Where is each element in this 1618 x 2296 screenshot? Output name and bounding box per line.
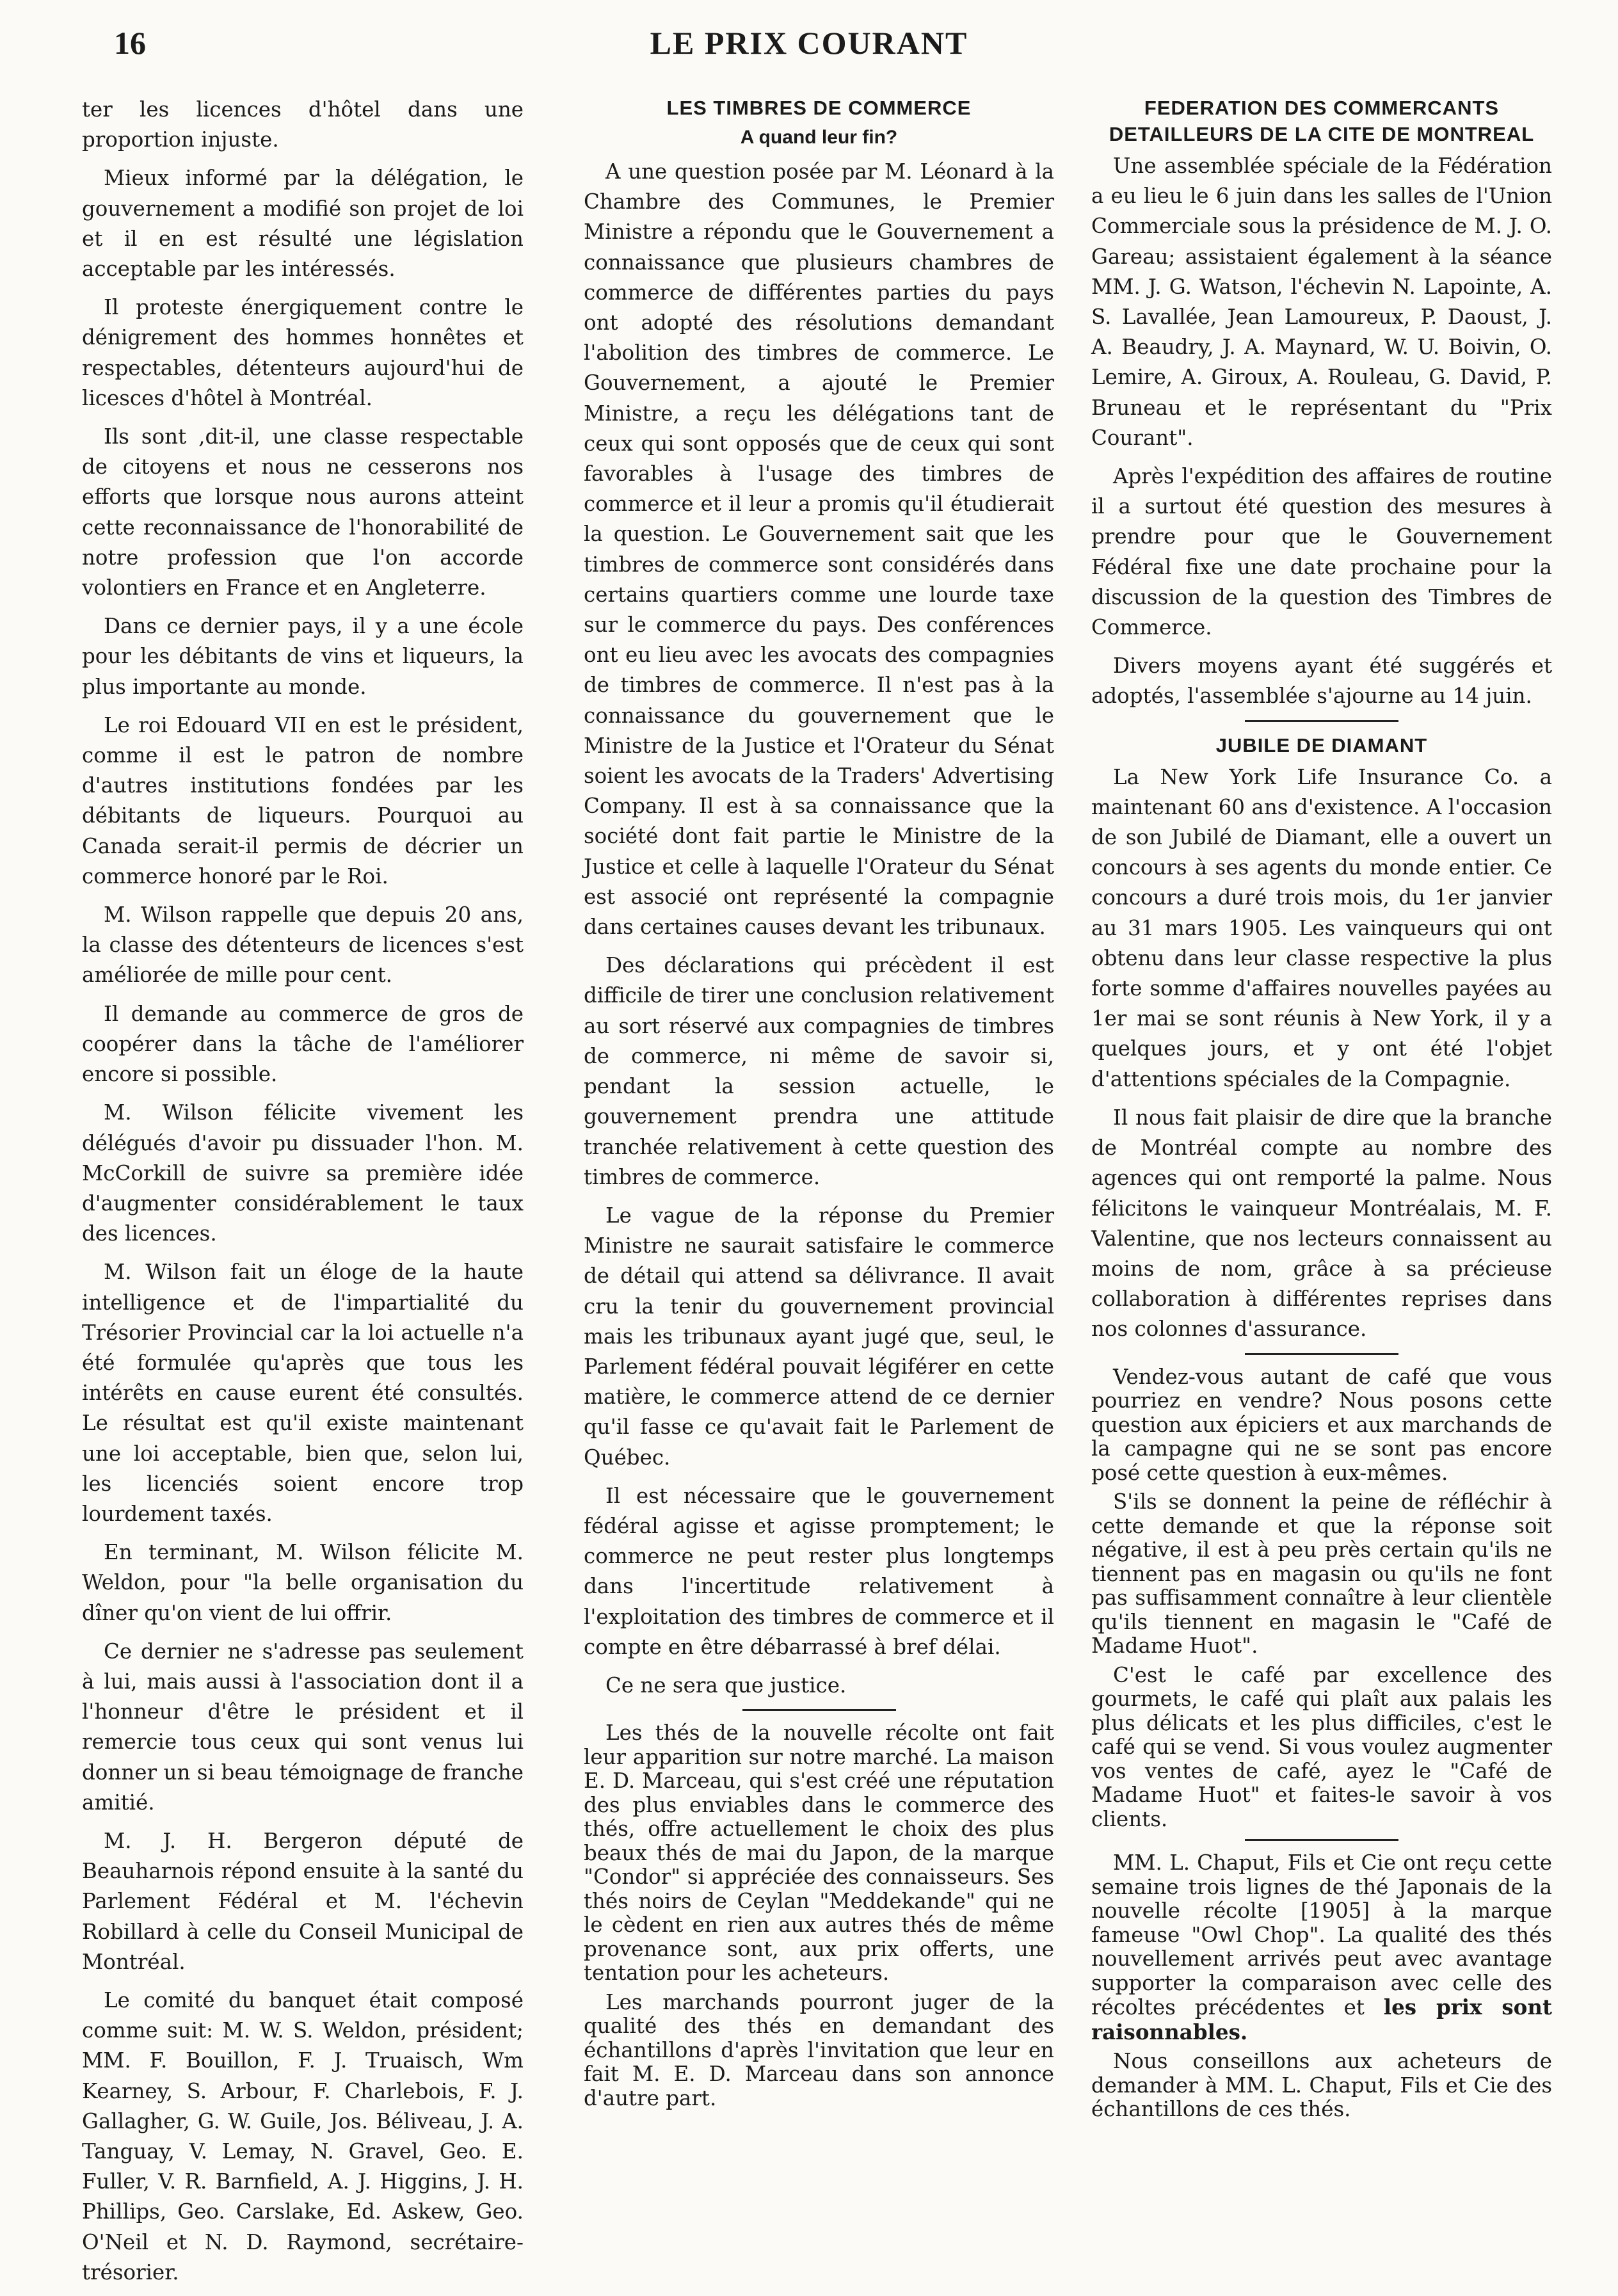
paragraph: Ils sont ,dit-il, une classe respectable de citoyens et nous ne cesserons nos efforts que lorsque nous aurons atteint cette reconnaissance de l'honorabilité de notre profession que l'on accorde volontiers en France et en Angleterre.: [82, 424, 524, 600]
paragraph: A une question posée par M. Léonard à la Chambre des Communes, le Premier Ministre a répondu que le Gouvernement a connaissance que plusieurs chambres de commerce de différentes parties du pays ont adopté des résolutions demandant l'abolition des timbres de commerce. Le Gouvernement, a ajouté le Premier Ministre, a reçu les délégations tant de ceux qui sont opposés que de ceux qui sont favorables à l'usage des timbres de commerce et il leur a promis qu'il étudierait la question. Le Gouvernement sait que les timbres de commerce sont considérés dans certains quartiers comme une lourde taxe sur le commerce du pays. Des conférences ont eu lieu avec les avocats des compagnies de timbres de commerce. Il n'est pas à la connaissance du gouvernement que le Ministre de la Justice et l'Orateur du Sénat soient les avocats de la Traders' Advertising Company. Il est à sa connaissance que la société dont fait partie le Ministre de la Justice et celle à laquelle l'Orateur du Sénat est associé ont représenté la compagnie dans certaines causes devant les tribunaux.: [584, 159, 1054, 940]
paragraph: M. Wilson félicite vivement les délégués d'avoir pu dissuader l'hon. M. McCorkill de suivre sa première idée d'augmenter considérablement le taux des licences.: [82, 1100, 524, 1246]
paragraph: Des déclarations qui précèdent il est difficile de tirer une conclusion relativement au sort réservé aux compagnies de timbres de commerce, ni même de savoir si, pendant la session actuelle, le gouvernement prendra une attitude tranchée relativement à cette question des timbres de commerce.: [584, 953, 1054, 1189]
article-subheading: A quand leur fin?: [740, 127, 898, 148]
paragraph: Le roi Edouard VII en est le président, comme il est le patron de nombre d'autres institutions fondées par les débitants de liqueurs. Pourquoi au Canada serait-il permis de décrier un commerce honoré par le Roi.: [82, 712, 524, 888]
paragraph: Il est nécessaire que le gouvernement fédéral agisse et agisse promptement; le commerce ne peut rester plus longtemps dans l'incertitude relativement à l'exploitation des timbres de commerce et il compte en être débarrassé à bref délai.: [584, 1483, 1054, 1659]
section-divider: [1245, 1839, 1398, 1841]
paragraph: Ce ne sera que justice.: [605, 1673, 847, 1698]
paragraph: Les marchands pourront juger de la qualité des thés en demandant des échantillons d'après l'invitation que leur en fait M. E. D. Marceau dans son annonce d'autre part.: [584, 1989, 1054, 2110]
paragraph: ter les licences d'hôtel dans une proportion injuste.: [82, 97, 524, 152]
paragraph: Après l'expédition des affaires de routine il a surtout été question des mesures à prendre pour que le Gouvernement Fédéral fixe une date prochaine pour la discussion de la question des Timbres de Commerce.: [1091, 464, 1552, 640]
paragraph: Le comité du banquet était composé comme suit: M. W. S. Weldon, président; MM. F. Bouillon, F. J. Truaisch, Wm Kearney, S. Arbour, F. Charlebois, F. J. Gallagher, G. W. Guile, Jos. Béliveau, J. A. Tanguay, V. Lemay, N. Gravel, Geo. E. Fuller, V. R. Barnfield, A. J. Higgins, J. H. Phillips, Geo. Carslake, Ed. Askew, Geo. O'Neil et N. D. Raymond, secrétaire-trésorier.: [82, 1987, 524, 2284]
paragraph: Divers moyens ayant été suggérés et adoptés, l'assemblée s'ajourne au 14 juin.: [1091, 654, 1552, 709]
section-divider: [1245, 1353, 1398, 1355]
paragraph: Dans ce dernier pays, il y a une école pour les débitants de vins et liqueurs, la plus importante au monde.: [82, 614, 524, 699]
paragraph: Les thés de la nouvelle récolte ont fait leur apparition sur notre marché. La maison E. D. Marceau, qui s'est créé une réputation des plus enviables dans le commerce des thés, offre actuellement le choix des plus beaux thés de mai du Japon, de la marque "Condor" si appréciée des connaisseurs. Ses thés noirs de Ceylan "Meddekande" qui ne le cèdent en rien aux autres thés de même provenance sont, aux prix offerts, une tentation pour les acheteurs.: [584, 1721, 1054, 1986]
page-header: [0, 24, 1618, 76]
paragraph: La New York Life Insurance Co. a maintenant 60 ans d'existence. A l'occasion de son Jubilé de Diamant, elle a ouvert un concours à ses agents du monde entier. Ce concours a duré trois mois, du 1er janvier au 31 mars 1905. Les vainqueurs qui ont obtenu dans leur classe respective la plus forte somme d'affaires nouvelles payées au 1er mai se sont réunis à New York, il y a quelques jours, et y ont été l'objet d'attentions spéciales de la Compagnie.: [1091, 764, 1552, 1091]
paragraph: M. J. H. Bergeron député de Beauharnois répond ensuite à la santé du Parlement Fédéral et M. l'échevin Robillard à celle du Conseil Municipal de Montréal.: [82, 1828, 524, 1974]
paragraph: Il proteste énergiquement contre le dénigrement des hommes honnêtes et respectables, détenteurs aujourd'hui de licesces d'hôtel à Montréal.: [82, 295, 524, 410]
paragraph: M. Wilson rappelle que depuis 20 ans, la classe des détenteurs de licences s'est améliorée de mille pour cent.: [82, 903, 524, 988]
paragraph: Nous conseillons aux acheteurs de demander à MM. L. Chaput, Fils et Cie des échantillons de ces thés.: [1091, 2049, 1552, 2122]
paragraph: M. Wilson fait un éloge de la haute intelligence et de l'impartialité du Trésorier Provincial car la loi actuelle n'a été formulée qu'après que tous les intérêts en cause eurent été consultés. Le résultat est qu'il existe maintenant une loi acceptable, bien que, selon lui, les licenciés soient encore trop lourdement taxés.: [82, 1260, 524, 1526]
paragraph: Le vague de la réponse du Premier Ministre ne saurait satisfaire le commerce de détail qui attend sa délivrance. Il avait cru la tenir du gouvernement provincial mais les tribunaux ayant jugé que, seul, le Parlement fédéral pouvait légiférer en cette matière, le commerce attend de ce dernier qu'il fasse ce qu'avait fait le Parlement de Québec.: [584, 1203, 1054, 1470]
paragraph: Il nous fait plaisir de dire que la branche de Montréal compte au nombre des agences qui ont remporté la palme. Nous félicitons le vainqueur Montréalais, M. F. Valentine, que nos lecteurs connaissent au moins de nom, grâce à sa précieuse collaboration à différentes reprises dans nos colonnes d'assurance.: [1091, 1105, 1552, 1342]
paragraph: Mieux informé par la délégation, le gouvernement a modifié son projet de loi et il en est résulté une législation acceptable par les intéressés.: [82, 166, 524, 282]
article-heading-timbres: LES TIMBRES DE COMMERCE: [666, 97, 972, 119]
paragraph: Vendez-vous autant de café que vous pourriez en vendre? Nous posons cette question aux épiciers et aux marchands de la campagne qui ne se sont pas encore posé cette question à eux-mêmes.: [1091, 1364, 1552, 1485]
section-divider: [742, 1709, 896, 1711]
chaput-text: MM. L. Chaput, Fils et Cie ont reçu cette semaine trois lignes de thé Japonais de la nouvelle récolte [1905] à la marque fameuse "Owl Chop". La qualité des thés nouvellement arrivés peut avec avantage supporter la comparaison avec celle des récoltes précédentes et: [1091, 1850, 1552, 2020]
chaput-bold-text: les prix sont raisonnables.: [1091, 1995, 1552, 2044]
paragraph: Il demande au commerce de gros de coopérer dans la tâche de l'améliorer encore si possible.: [82, 1001, 524, 1087]
column-3: [1091, 95, 1552, 2127]
notice-marceau: [584, 1721, 1054, 2110]
article-heading-jubile: JUBILE DE DIAMANT: [1215, 734, 1428, 757]
page-number: 16: [114, 25, 146, 61]
article-heading-federation: FEDERATION DES COMMERCANTS DETAILLEURS DE LA CITE DE MONTREAL: [1109, 97, 1535, 145]
column-1: [82, 95, 524, 2296]
column-2: [584, 95, 1054, 2115]
paragraph: [1091, 1851, 1552, 2044]
paragraph: En terminant, M. Wilson félicite M. Weldon, pour "la belle organisation du dîner qu'on vient de lui offrir.: [82, 1540, 524, 1625]
notice-cafe: [1091, 1365, 1552, 1832]
paragraph: C'est le café par excellence des gourmets, le café qui plaît aux palais les plus délicats et les plus difficiles, c'est le café qui se vend. Si vous voulez augmenter vos ventes de café, ayez le "Café de Madame Huot" et faites-le savoir à vos clients.: [1091, 1662, 1552, 1831]
section-divider: [1245, 720, 1398, 722]
newspaper-title: LE PRIX COURANT: [650, 25, 968, 61]
paragraph: S'ils se donnent la peine de réfléchir à cette demande et que la réponse soit négative, il est à peu près certain qu'ils ne tiennent pas en magasin ou qu'ils ne font pas suffisamment connaître à leur clientèle qu'ils tiennent en magasin le "Café de Madame Huot".: [1091, 1489, 1552, 1658]
paragraph: Une assemblée spéciale de la Fédération a eu lieu le 6 juin dans les salles de l'Union Commerciale sous la présidence de M. J. O. Gareau; assistaient également à la séance MM. J. G. Watson, l'échevin N. Lapointe, A. S. Lavallée, Jean Lamoureux, P. Daoust, J. A. Beaudry, J. A. Maynard, W. U. Boivin, O. Lemire, A. Giroux, A. Rouleau, G. David, P. Bruneau et le représentant du "Prix Courant".: [1091, 154, 1552, 450]
paragraph: Ce dernier ne s'adresse pas seulement à lui, mais aussi à l'association dont il a l'honneur d'être le président et il remercie tous ceux qui sont venus lui donner un si beau témoignage de franche amitié.: [82, 1639, 524, 1815]
notice-chaput: [1091, 1851, 1552, 2122]
